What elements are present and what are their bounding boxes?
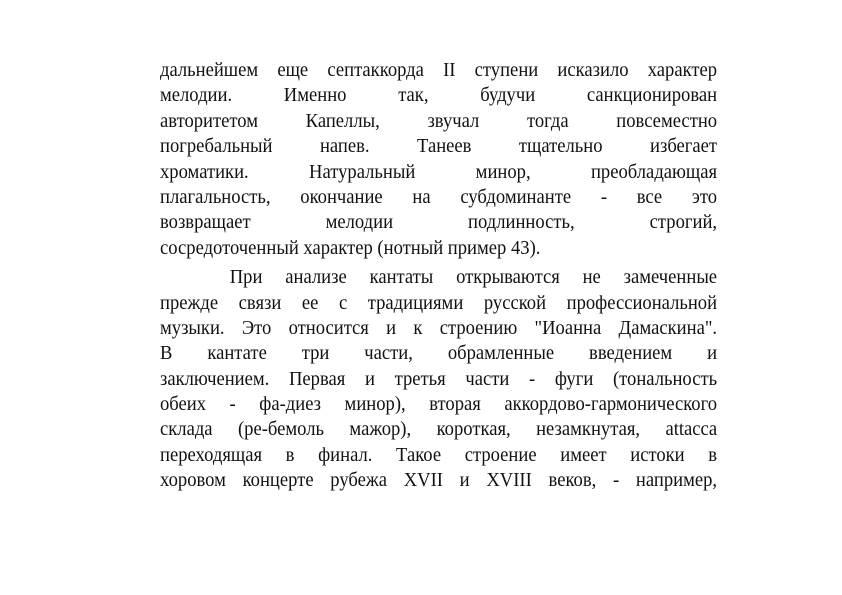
text-line: прежде связи ее с традициями русской профессиональной	[160, 291, 718, 314]
paragraph-2	[160, 265, 717, 494]
text-line: заключением. Первая и третья части - фуги (тональность	[160, 367, 718, 390]
text-line: При анализе кантаты открываются не замеченные	[229, 266, 718, 289]
text-line: сосредоточенный характер (нотный пример 43).	[160, 236, 541, 259]
text-line: склада (ре-бемоль мажор), короткая, незамкнутая, attacca	[160, 418, 718, 441]
text-line: переходящая в финал. Такое строение имеет истоки в	[160, 443, 718, 466]
text-line: хроматики. Натуральный минор, преобладающая	[160, 160, 718, 183]
body-text	[160, 58, 717, 494]
paragraph-1	[160, 58, 717, 261]
text-line: хоровом концерте рубежа XVII и XVIII веков, - например,	[160, 469, 718, 492]
text-line: В кантате три части, обрамленные введением и	[160, 342, 718, 365]
text-line: дальнейшем еще септаккорда II ступени исказило характер	[160, 59, 718, 81]
text-line: авторитетом Капеллы, звучал тогда повсеместно	[160, 109, 718, 132]
text-line: музыки. Это относится и к строению "Иоанна Дамаскина".	[160, 316, 718, 339]
text-line: обеих - фа-диез минор), вторая аккордово-гармонического	[160, 393, 718, 416]
text-line: мелодии. Именно так, будучи санкционирован	[160, 84, 718, 107]
text-line: возвращает мелодии подлинность, строгий,	[160, 211, 718, 234]
text-line: плагальность, окончание на субдоминанте - все это	[160, 185, 718, 208]
text-line: погребальный напев. Танеев тщательно избегает	[160, 135, 718, 158]
